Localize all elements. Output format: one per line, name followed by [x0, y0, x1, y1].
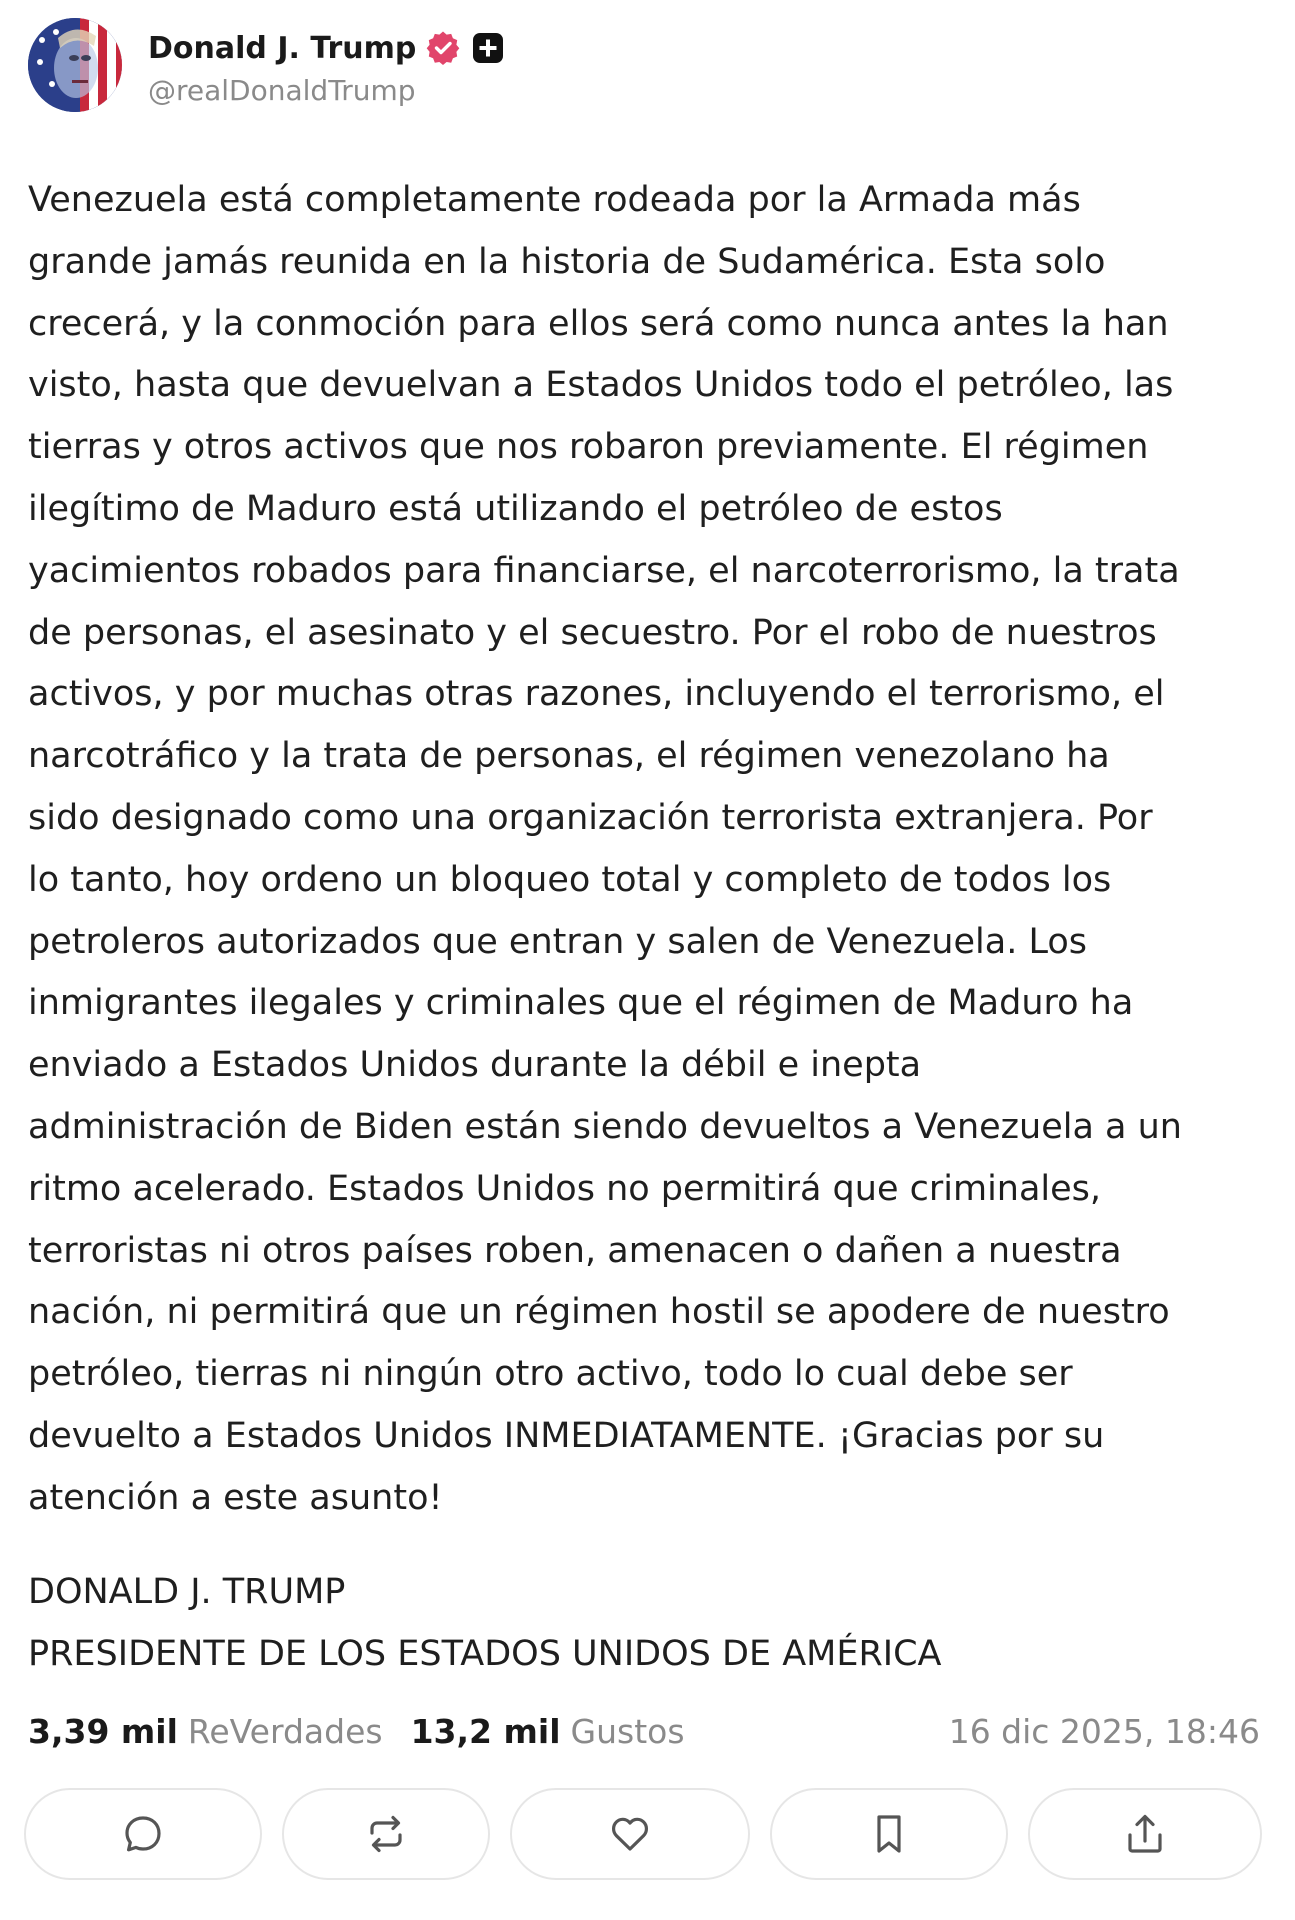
name-row [148, 24, 504, 72]
post-text-line: Venezuela está completamente rodeada por la Armada más [28, 180, 1081, 220]
post-text-line: activos, y por muchas otras razones, incluyendo el terrorismo, el [28, 674, 1165, 715]
post-text-line: visto, hasta que devuelvan a Estados Unidos todo el petróleo, las [28, 365, 1174, 406]
share-icon [1122, 1811, 1168, 1857]
bookmark-button[interactable] [770, 1788, 1008, 1880]
share-button[interactable] [1028, 1788, 1262, 1880]
author-display-name[interactable]: Donald J. Trump [148, 30, 417, 66]
repost-icon [363, 1811, 409, 1857]
post-text-line: lo tanto, hoy ordeno un bloqueo total y completo de todos los [28, 859, 1112, 900]
heart-icon [607, 1811, 653, 1857]
post-text-line: yacimientos robados para financiarse, el narcoterrorismo, la trata [28, 550, 1180, 591]
avatar[interactable] [28, 18, 122, 112]
reverdades-stat[interactable] [28, 1712, 383, 1751]
reverdades-label: ReVerdades [187, 1711, 383, 1751]
reply-icon [120, 1811, 166, 1857]
signature-title: PRESIDENTE DE LOS ESTADOS UNIDOS DE AMÉRICA [28, 1633, 942, 1674]
bookmark-icon [866, 1811, 912, 1857]
post-header [28, 18, 504, 112]
like-button[interactable] [510, 1788, 750, 1880]
post-text-line: sido designado como una organización terrorista extranjera. Por [28, 797, 1153, 838]
post-text-line: devuelto a Estados Unidos INMEDIATAMENTE. ¡Gracias por su [28, 1415, 1105, 1456]
post-text-line: grande jamás reunida en la historia de Sudamérica. Esta solo [28, 241, 1106, 282]
author-handle[interactable]: @realDonaldTrump [148, 74, 416, 107]
reverdades-count: 3,39 mil [28, 1711, 178, 1751]
gustos-count: 13,2 mil [410, 1711, 561, 1751]
post-stats [28, 1706, 1260, 1756]
gustos-stat[interactable] [411, 1712, 685, 1751]
reply-button[interactable] [24, 1788, 262, 1880]
avatar-image [28, 18, 122, 112]
post-text-line: terroristas ni otros países roben, amenacen o dañen a nuestra [28, 1230, 1122, 1271]
post-text-line: petróleo, tierras ni ningún otro activo, todo lo cual debe ser [28, 1354, 1073, 1395]
plus-square-icon [472, 32, 504, 64]
post-text-line: enviado a Estados Unidos durante la débil e inepta [28, 1045, 922, 1086]
post-text-line: petroleros autorizados que entran y salen de Venezuela. Los [28, 921, 1087, 962]
post-text-line: atención a este asunto! [28, 1477, 443, 1518]
post-signature [28, 1562, 942, 1686]
post-text-line: inmigrantes ilegales y criminales que el régimen de Maduro ha [28, 983, 1134, 1024]
post-text-line: ritmo acelerado. Estados Unidos no permitirá que criminales, [28, 1168, 1102, 1209]
post-text-line: ilegítimo de Maduro está utilizando el petróleo de estos [28, 488, 1003, 529]
author-ident [148, 24, 504, 107]
signature-name: DONALD J. TRUMP [28, 1572, 346, 1612]
gustos-label: Gustos [570, 1711, 685, 1751]
post-text [28, 170, 1268, 1530]
post-body [28, 170, 1268, 1530]
post-timestamp[interactable]: 16 dic 2025, 18:46 [948, 1711, 1260, 1751]
action-bar [24, 1788, 1264, 1884]
post-text-line: nación, ni permitirá que un régimen hostil se apodere de nuestro [28, 1292, 1170, 1333]
post-text-line: tierras y otros activos que nos robaron previamente. El régimen [28, 427, 1149, 468]
repost-button[interactable] [282, 1788, 490, 1880]
post-text-line: administración de Biden están siendo devueltos a Venezuela a un [28, 1106, 1182, 1147]
verified-badge-icon [426, 31, 460, 65]
post-text-line: narcotráfico y la trata de personas, el régimen venezolano ha [28, 736, 1110, 777]
post-text-line: crecerá, y la conmoción para ellos será como nunca antes la han [28, 303, 1169, 344]
post-text-line: de personas, el asesinato y el secuestro. Por el robo de nuestros [28, 612, 1157, 653]
